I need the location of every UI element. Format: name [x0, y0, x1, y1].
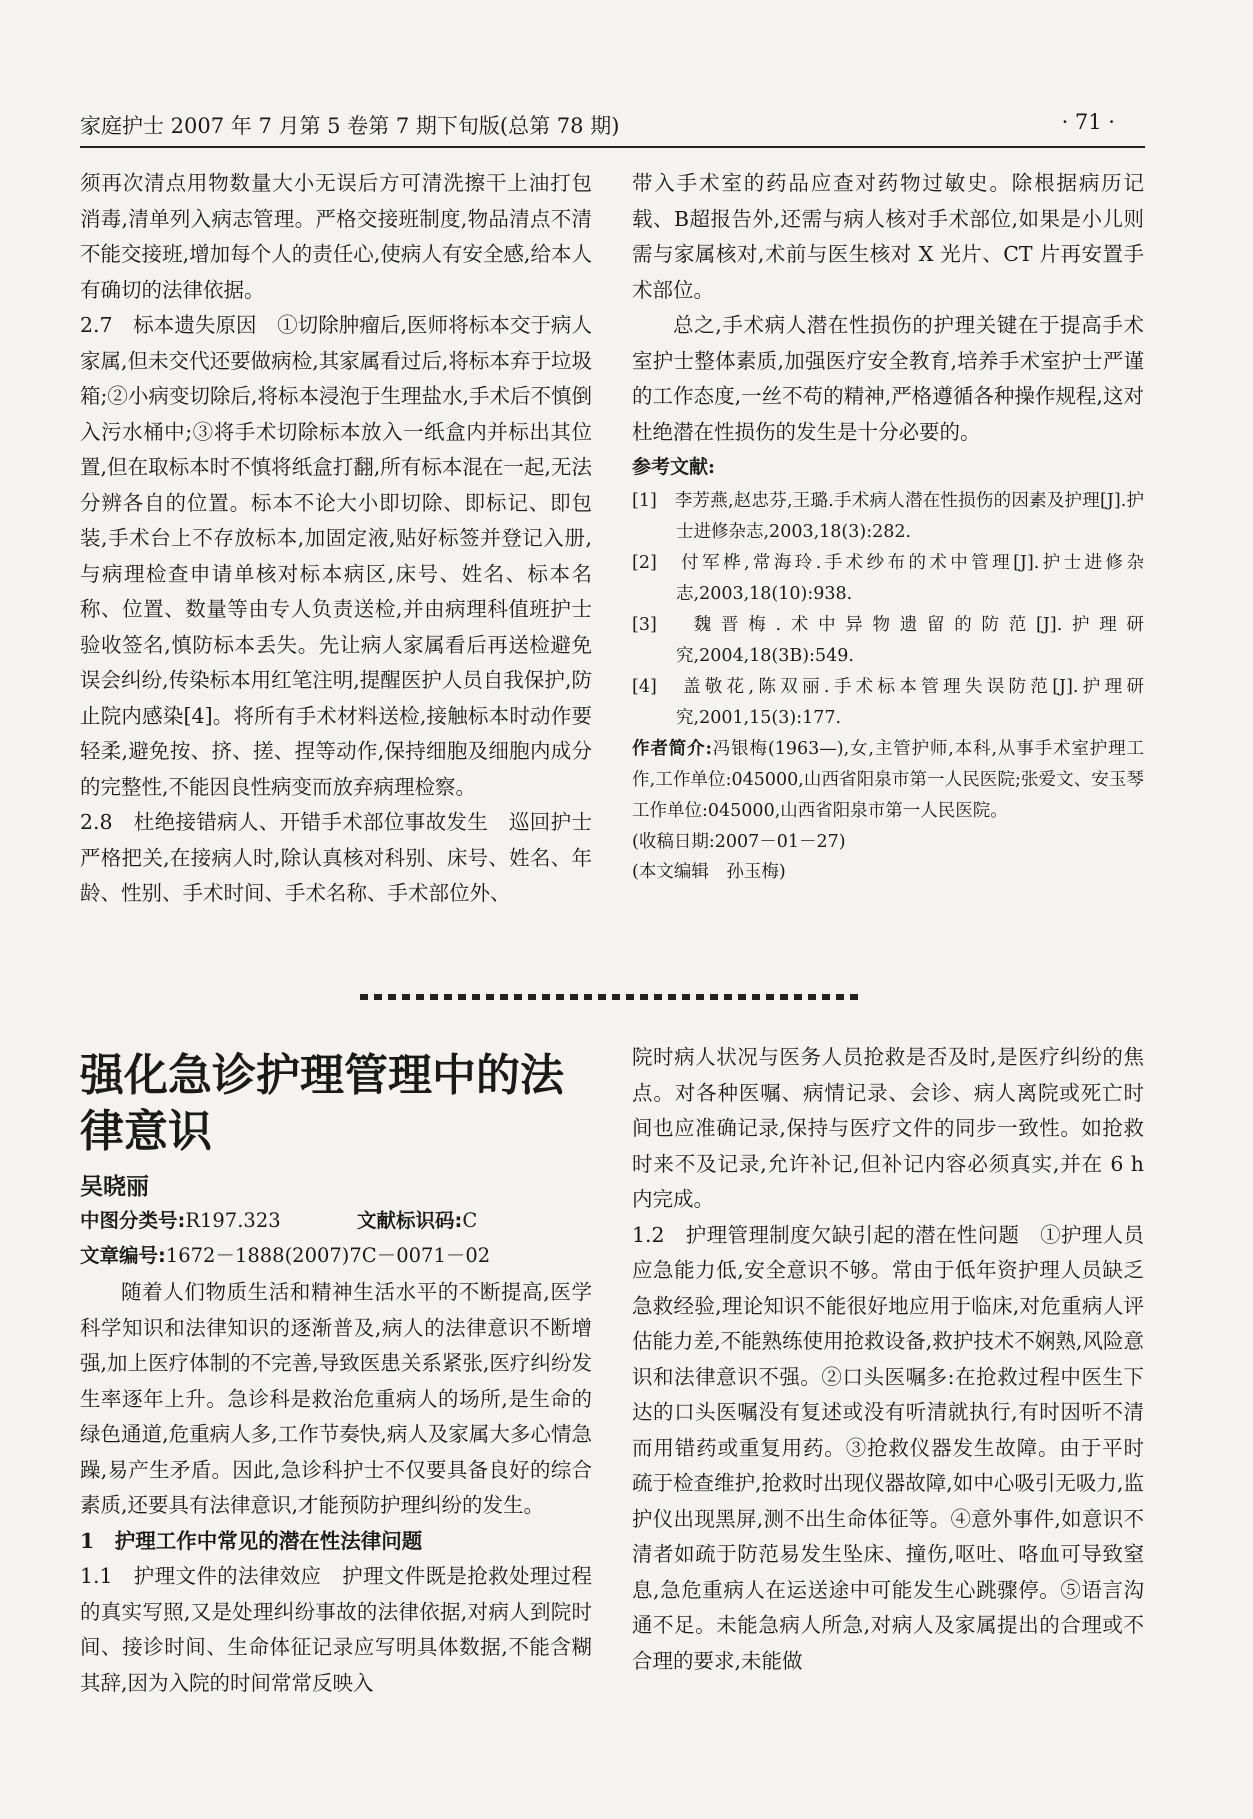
- received-date: (收稿日期:2007－01－27): [632, 831, 846, 852]
- doc-code-value: C: [462, 1209, 478, 1232]
- paragraph: 院时病人状况与医务人员抢救是否及时,是医疗纠纷的焦点。对各种医嘱、病情记录、会诊、病人离院或死亡时间也应准确记录,保持与医疗文件的同步一致性。如抢救时来不及记录,允许补记,但补记内容必须真实,并在 6 h 内完成。: [632, 1045, 1144, 1211]
- reference-item: [1] 李芳燕,赵忠芬,王璐.手术病人潜在性损伤的因素及护理[J].护士进修杂志,2003,18(3):282.: [632, 490, 1144, 542]
- editor-note: (本文编辑 孙玉梅): [632, 861, 786, 882]
- reference-item: [2] 付军桦,常海玲.手术纱布的术中管理[J].护士进修杂志,2003,18(10):938.: [632, 552, 1144, 604]
- article-number-label: 文章编号:: [80, 1244, 166, 1267]
- section-heading: 1 护理工作中常见的潜在性法律问题: [80, 1528, 423, 1553]
- article-title: 强化急诊护理管理中的法律意识: [80, 1050, 564, 1157]
- reference-item: [4] 盖敬花,陈双丽.手术标本管理失误防范[J].护理研究,2001,15(3):177.: [632, 676, 1144, 728]
- article-number-value: 1672－1888(2007)7C－0071－02: [165, 1244, 491, 1267]
- paragraph: 随着人们物质生活和精神生活水平的不断提高,医学科学知识和法律知识的逐渐普及,病人的法律意识不断增强,加上医疗体制的不完善,导致医患关系紧张,医疗纠纷发生率逐年上升。急诊科是救治危重病人的场所,是生命的绿色通道,危重病人多,工作节奏快,病人及家属大多心情急躁,易产生矛盾。因此,急诊科护士不仅要具备良好的综合素质,还要具有法律意识,才能预防护理纠纷的发生。: [80, 1280, 592, 1517]
- page-number: · 71 ·: [1061, 110, 1115, 134]
- section-divider: [360, 994, 860, 1000]
- clc-label: 中图分类号:: [80, 1209, 186, 1232]
- upper-right-column: [632, 166, 1144, 887]
- doc-code-label: 文献标识码:: [357, 1209, 463, 1232]
- clc-value: R197.323: [185, 1209, 281, 1232]
- paragraph: 2.7 标本遗失原因 ①切除肿瘤后,医师将标本交于病人家属,但未交代还要做病检,其家属看过后,将标本弃于垃圾箱;②小病变切除后,将标本浸泡于生理盐水,手术后不慎倒入污水桶中;③将手术切除标本放入一纸盒内并标出其位置,但在取标本时不慎将纸盒打翻,所有标本混在一起,无法分辨各自的位置。标本不论大小即切除、即标记、即包装,手术台上不存放标本,加固定液,贴好标签并登记入册,与病理检查申请单核对标本病区,床号、姓名、标本名称、位置、数量等由专人负责送检,并由病理科值班护士验收签名,慎防标本丢失。先让病人家属看后再送检避免误会纠纷,传染标本用红笔注明,提醒医护人员自我保护,防止院内感染[4]。将所有手术材料送检,接触标本时动作要轻柔,避免按、挤、搓、捏等动作,保持细胞及细胞内成分的完整性,不能因良性病变而放弃病理检察。: [80, 313, 592, 799]
- paragraph: 总之,手术病人潜在性损伤的护理关键在于提高手术室护士整体素质,加强医疗安全教育,培养手术室护士严谨的工作态度,一丝不苟的精神,严格遵循各种操作规程,这对杜绝潜在性损伤的发生是十分必要的。: [632, 313, 1144, 444]
- article-author: 吴晓丽: [80, 1174, 149, 1200]
- paragraph: 带入手术室的药品应查对药物过敏史。除根据病历记载、B超报告外,还需与病人核对手术部位,如果是小儿则需与家属核对,术前与医生核对 X 光片、CT 片再安置手术部位。: [632, 171, 1144, 302]
- author-bio: [632, 734, 1144, 827]
- lower-right-column: [632, 1040, 1144, 1679]
- paragraph: 2.8 杜绝接错病人、开错手术部位事故发生 巡回护士严格把关,在接病人时,除认真核对科别、床号、姓名、年龄、性别、手术时间、手术名称、手术部位外、: [80, 810, 592, 905]
- running-header: [80, 110, 1145, 148]
- paragraph: 须再次清点用物数量大小无误后方可清洗擦干上油打包消毒,清单列入病志管理。严格交接班制度,物品清点不清不能交接班,增加每个人的责任心,使病人有安全感,给本人有确切的法律依据。: [80, 171, 592, 302]
- upper-left-column: [80, 166, 592, 912]
- journal-title: 家庭护士 2007 年 7 月第 5 卷第 7 期下旬版(总第 78 期): [80, 114, 620, 138]
- paragraph: 1.1 护理文件的法律效应 护理文件既是抢救处理过程的真实写照,又是处理纠纷事故的法律依据,对病人到院时间、接诊时间、生命体征记录应写明具体数据,不能含糊其辞,因为入院的时间常常反映入: [80, 1564, 592, 1695]
- classification-line: [80, 1205, 477, 1233]
- article-number-line: [80, 1240, 490, 1268]
- references-heading: 参考文献:: [632, 456, 716, 478]
- lower-left-column: [80, 1275, 592, 1701]
- paragraph: 1.2 护理管理制度欠缺引起的潜在性问题 ①护理人员应急能力低,安全意识不够。常由于低年资护理人员缺乏急救经验,理论知识不能很好地应用于临床,对危重病人评估能力差,不能熟练使用抢救设备,救护技术不娴熟,风险意识和法律意识不强。②口头医嘱多:在抢救过程中医生下达的口头医嘱没有复述或没有听清就执行,有时因听不清而用错药或重复用药。③抢救仪器发生故障。由于平时疏于检查维护,抢救时出现仪器故障,如中心吸引无吸力,监护仪出现黑屏,测不出生命体征等。④意外事件,如意识不清者如疏于防范易发生坠床、撞伤,呕吐、咯血可导致窒息,急危重病人在运送途中可能发生心跳骤停。⑤语言沟通不足。未能急病人所急,对病人及家属提出的合理或不合理的要求,未能做: [632, 1222, 1144, 1673]
- author-bio-label: 作者简介:: [632, 738, 712, 759]
- reference-item: [3] 魏晋梅.术中异物遗留的防范[J].护理研究,2004,18(3B):549.: [632, 614, 1144, 666]
- author-bio-text: 冯银梅(1963—),女,主管护师,本科,从事手术室护理工作,工作单位:045000,山西省阳泉市第一人民医院;张爱文、安玉琴工作单位:045000,山西省阳泉市第一人民医院。: [632, 738, 1144, 821]
